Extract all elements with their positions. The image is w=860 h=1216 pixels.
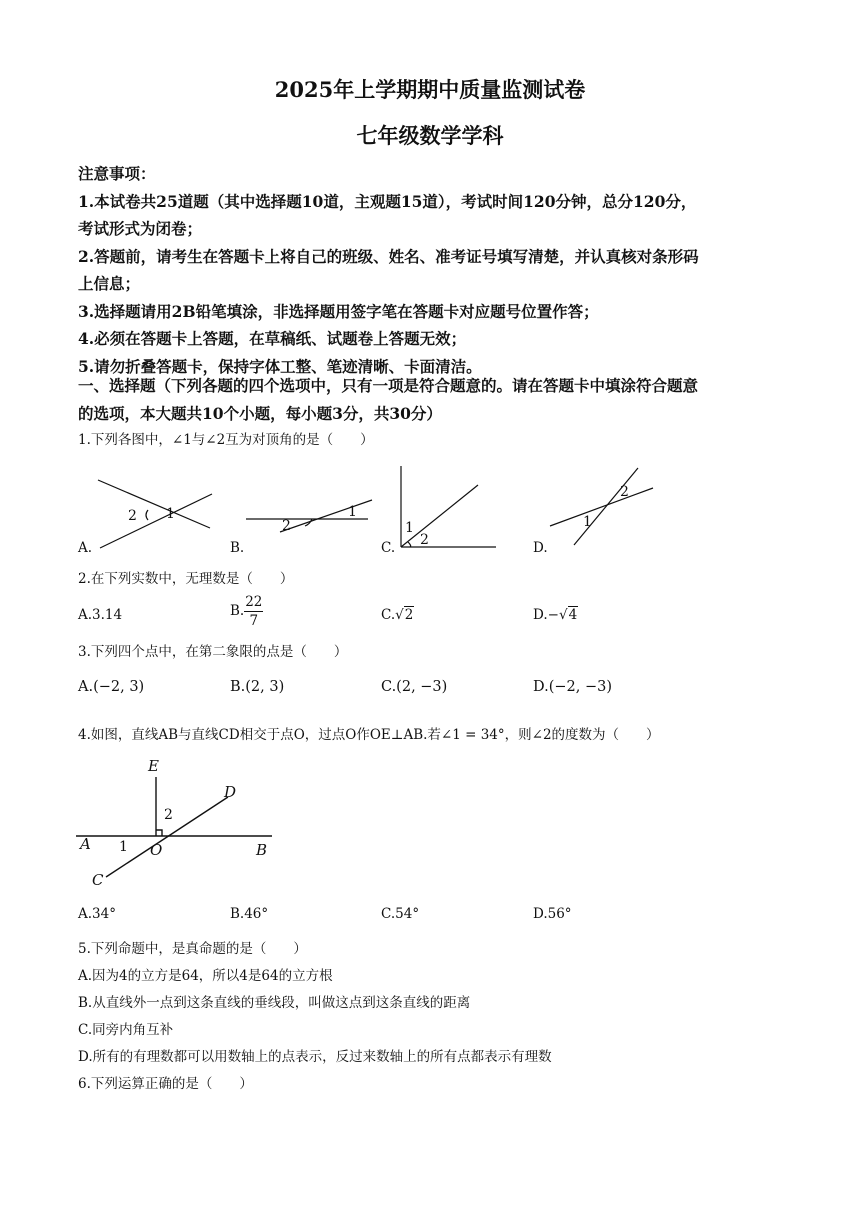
q2-option-c — [381, 605, 414, 625]
q4-option-a: A.34° — [78, 906, 116, 922]
q1-figure-d — [550, 468, 653, 545]
q3-option-a: A.(−2, 3) — [78, 679, 145, 695]
q1c-label-2: 2 — [420, 532, 429, 548]
q1a-label-2: 2 — [128, 508, 137, 524]
q1c-label-1: 1 — [405, 520, 414, 536]
q1b-label-1: 1 — [348, 504, 357, 520]
q5-option-b: B.从直线外一点到这条直线的垂线段，叫做这点到这条直线的距离 — [78, 995, 471, 1011]
question-2-stem: 2.在下列实数中，无理数是（ ） — [78, 571, 294, 587]
q3-option-b: B.(2, 3) — [230, 679, 285, 695]
q4-option-d: D.56° — [533, 906, 572, 922]
section-line: 的选项，本大题共10个小题，每小题3分，共30分） — [78, 403, 442, 423]
q1-option-b: B. — [230, 540, 245, 556]
q5-option-c: C.同旁内角互补 — [78, 1022, 174, 1038]
notice-block — [78, 160, 784, 380]
q2-option-b-prefix: B. — [230, 603, 245, 619]
q2-option-c-prefix: C. — [381, 607, 396, 623]
notice-heading: 注意事项： — [78, 164, 156, 183]
section-heading — [78, 372, 784, 427]
q1-figure-a — [98, 480, 212, 548]
fraction-numerator: 22 — [245, 594, 263, 610]
question-4-figure — [76, 755, 286, 890]
question-1-figures — [90, 460, 670, 555]
q5-option-a: A.因为4的立方是64，所以4是64的立方根 — [78, 968, 333, 984]
radicand: 4 — [568, 607, 578, 623]
notice-line: 5.请勿折叠答题卡，保持字体工整、笔迹清晰、卡面清洁。 — [78, 356, 482, 376]
notice-line: 1.本试卷共25道题（其中选择题10道，主观题15道），考试时间120分钟，总分120分， — [78, 191, 697, 211]
question-6-stem: 6.下列运算正确的是（ ） — [78, 1076, 253, 1092]
q1a-label-1: 1 — [166, 506, 175, 522]
exam-title: 2025年上学期期中质量监测试卷 — [274, 77, 586, 102]
q1-option-a: A. — [78, 540, 93, 556]
q4-label-e: E — [148, 757, 159, 775]
notice-line: 考试形式为闭卷； — [78, 219, 203, 238]
q1-option-c: C. — [381, 540, 396, 556]
q2-option-a: A.3.14 — [78, 607, 123, 623]
question-1-stem: 1.下列各图中，∠1与∠2互为对顶角的是（ ） — [78, 432, 374, 448]
q2-option-b — [230, 593, 263, 630]
q4-angle-1: 1 — [119, 839, 128, 855]
q4-label-b: B — [256, 841, 268, 859]
q1b-label-2: 2 — [282, 518, 291, 534]
q2-option-b-fraction — [244, 593, 263, 630]
sqrt-icon: √ — [558, 607, 568, 623]
notice-line: 4.必须在答题卡上答题，在草稿纸、试题卷上答题无效； — [78, 329, 467, 348]
q2-option-d-prefix: D.− — [533, 607, 559, 623]
notice-line: 3.选择题请用2B铅笔填涂，非选择题用签字笔在答题卡对应题号位置作答； — [78, 301, 599, 321]
question-4-stem: 4.如图，直线AB与直线CD相交于点O，过点O作OE⊥AB.若∠1 = 34°，则∠2的度数为（ ） — [78, 727, 660, 743]
question-3-stem: 3.下列四个点中，在第二象限的点是（ ） — [78, 644, 348, 660]
q1d-label-2: 2 — [620, 484, 629, 500]
q1-figure-c — [401, 466, 496, 547]
q3-option-c: C.(2, −3) — [381, 679, 448, 695]
q4-angle-2: 2 — [164, 807, 173, 823]
q4-option-c: C.54° — [381, 906, 420, 922]
q1-option-d: D. — [533, 540, 548, 556]
radicand: 2 — [404, 607, 414, 623]
section-line: 一、选择题（下列各题的四个选项中，只有一项是符合题意的。请在答题卡中填涂符合题意 — [78, 376, 699, 395]
q4-label-o: O — [150, 841, 163, 859]
q4-label-c: C — [92, 871, 104, 889]
q3-option-d: D.(−2, −3) — [533, 679, 612, 695]
q4-label-d: D — [224, 783, 237, 801]
fraction-denominator: 7 — [249, 613, 259, 629]
q1d-label-1: 1 — [583, 514, 592, 530]
notice-line: 2.答题前，请考生在答题卡上将自己的班级、姓名、准考证号填写清楚，并认真核对条形码 — [78, 246, 699, 266]
q4-option-b: B.46° — [230, 906, 269, 922]
q5-option-d: D.所有的有理数都可以用数轴上的点表示，反过来数轴上的所有点都表示有理数 — [78, 1049, 552, 1065]
question-5-stem: 5.下列命题中，是真命题的是（ ） — [78, 941, 307, 957]
sqrt-icon: √ — [395, 607, 404, 623]
q2-option-d — [533, 605, 578, 625]
q4-label-a: A — [80, 835, 91, 853]
exam-subtitle: 七年级数学学科 — [356, 123, 504, 148]
notice-line: 上信息； — [78, 274, 141, 293]
